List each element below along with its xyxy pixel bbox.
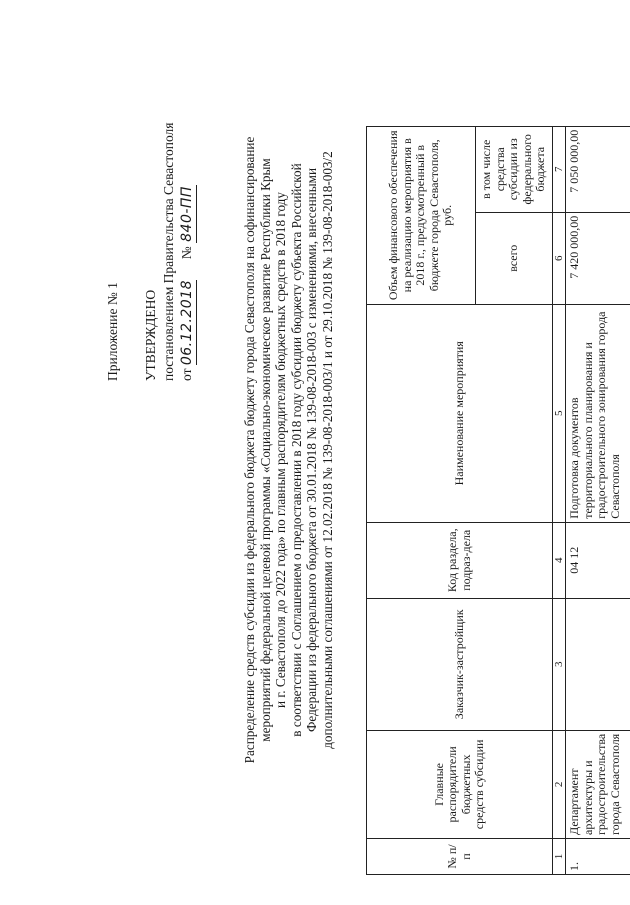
cell-event: Подготовка документов территориального планирования и градостроительного зонирования города Севастополя <box>566 304 630 522</box>
approved-by: постановлением Правительства Севастополя <box>161 122 176 381</box>
from-label: от <box>179 368 194 381</box>
cell-customer <box>566 598 630 730</box>
heading-line: мероприятий федеральной целевой программы «Социально-экономическое развитие Республики Крым <box>257 158 273 742</box>
table-row <box>566 126 630 874</box>
column-number: 4 <box>553 522 566 598</box>
distribution-table <box>366 126 630 875</box>
cell-code: 04 12 <box>566 522 630 598</box>
header-federal: в том числе средства субсидии из федерального бюджета <box>476 126 553 212</box>
column-number-row <box>553 126 566 874</box>
appendix-title: Приложение № 1 <box>105 282 120 381</box>
approval-number: 840-ПП <box>179 186 195 242</box>
column-number: 7 <box>553 126 566 212</box>
column-number: 1 <box>553 839 566 875</box>
cell-num: 1. <box>566 839 630 875</box>
header-customer: Заказчик-застройщик <box>367 598 553 730</box>
header-managers: Главные распорядители бюджетных средств субсидии <box>367 730 553 838</box>
table-header-row <box>367 126 476 874</box>
header-funding: Объем финансового обеспечения на реализацию мероприятия в 2018 г., предусмотренный в бюджете города Севастополя, руб. <box>367 126 476 304</box>
heading-line: и г. Севастополя до 2022 года» по главным распорядителям бюджетных средств в 2018 году <box>273 192 289 708</box>
header-event: Наименование мероприятия <box>367 304 553 522</box>
heading-line: Федерации из федерального бюджета от 30.01.2018 № 139-08-2018-003 с изменениями, внесенными <box>304 168 320 732</box>
header-num: № п/п <box>367 839 553 875</box>
heading-line: Распределение средств субсидии из федерального бюджета бюджету города Севастополя на софинансирование <box>242 136 257 764</box>
column-number: 5 <box>553 304 566 522</box>
column-number: 6 <box>553 212 566 304</box>
cell-manager: Департамент архитектуры и градостроительства города Севастополя <box>566 730 630 838</box>
column-number: 3 <box>553 598 566 730</box>
column-number: 2 <box>553 730 566 838</box>
header-total: всего <box>476 212 553 304</box>
header-code: Код раздела, подраз-дела <box>367 522 553 598</box>
approved-label: УТВЕРЖДЕНО <box>143 289 158 381</box>
approval-date-number <box>178 91 197 381</box>
heading-line: дополнительными соглашениями от 12.02.2018 № 139-08-2018-003/1 и от 29.10.2018 № 139-08-2018-003/2 <box>319 151 335 749</box>
document-heading <box>242 35 336 865</box>
cell-total: 7 420 000,00 <box>566 212 630 304</box>
approval-stamp <box>104 91 197 381</box>
approval-date: 06.12.2018 <box>179 279 195 366</box>
heading-line: в соответствии с Соглашением о предоставлении в 2018 году субсидии бюджету субъекта Российской <box>288 163 304 737</box>
cell-federal: 7 050 000,00 <box>566 126 630 212</box>
number-label: № <box>179 246 194 260</box>
